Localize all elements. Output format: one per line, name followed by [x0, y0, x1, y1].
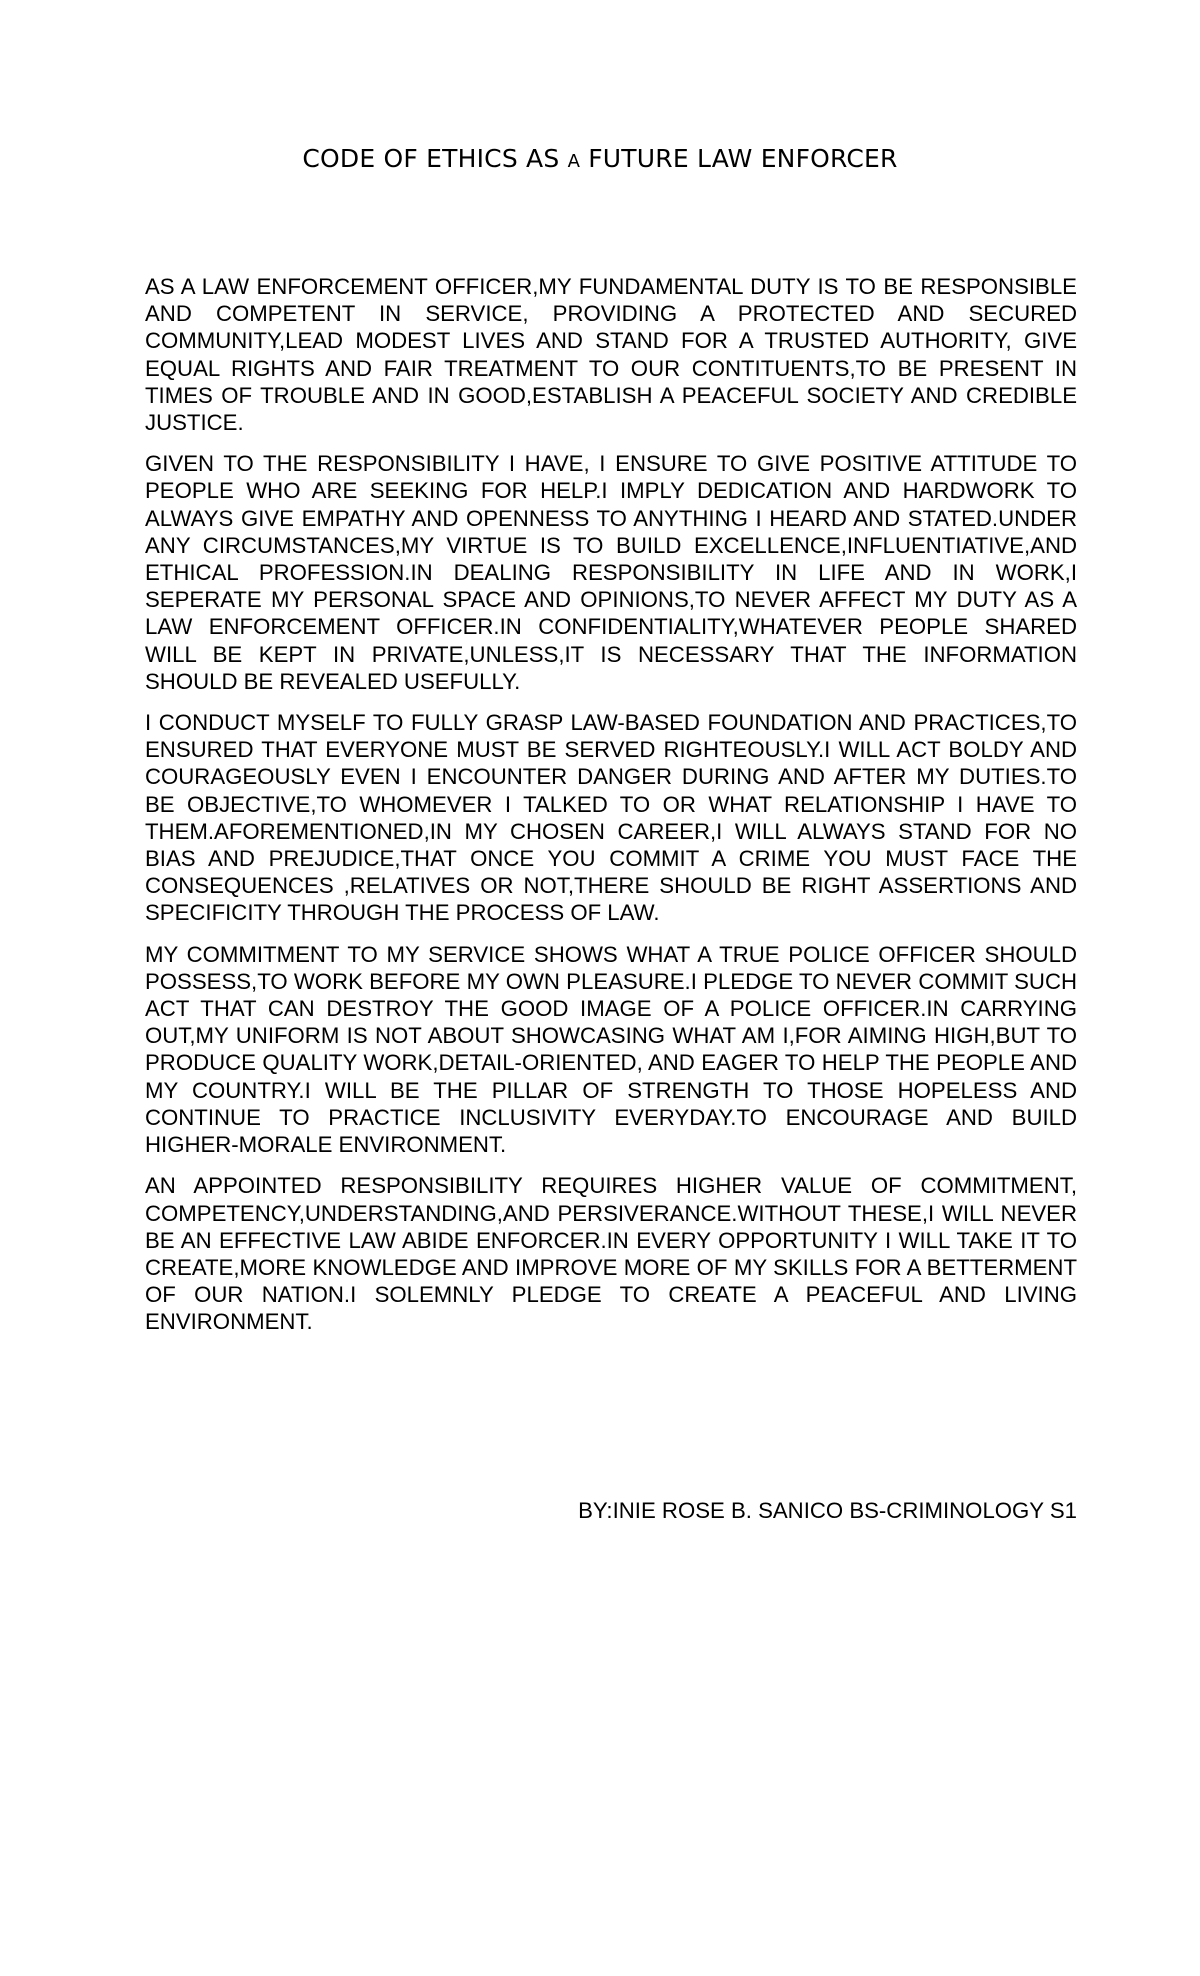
- page-title: [0, 144, 1200, 173]
- paragraph-1: AS A LAW ENFORCEMENT OFFICER,MY FUNDAMENTAL DUTY IS TO BE RESPONSIBLE AND COMPETENT IN SERVICE, PROVIDING A PROTECTED AND SECURED COMMUNITY,LEAD MODEST LIVES AND STAND FOR A TRUSTED AUTHORITY, GIVE EQUAL RIGHTS AND FAIR TREATMENT TO OUR CONTITUENTS,TO BE PRESENT IN TIMES OF TROUBLE AND IN GOOD,ESTABLISH A PEACEFUL SOCIETY AND CREDIBLE JUSTICE.: [145, 274, 1077, 436]
- paragraph-3: I CONDUCT MYSELF TO FULLY GRASP LAW-BASED FOUNDATION AND PRACTICES,TO ENSURED THAT EVERYONE MUST BE SERVED RIGHTEOUSLY.I WILL ACT BOLDY AND COURAGEOUSLY EVEN I ENCOUNTER DANGER DURING AND AFTER MY DUTIES.TO BE OBJECTIVE,TO WHOMEVER I TALKED TO OR WHAT RELATIONSHIP I HAVE TO THEM.AFOREMENTIONED,IN MY CHOSEN CAREER,I WILL ALWAYS STAND FOR NO BIAS AND PREJUDICE,THAT ONCE YOU COMMIT A CRIME YOU MUST FACE THE CONSEQUENCES ,RELATIVES OR NOT,THERE SHOULD BE RIGHT ASSERTIONS AND SPECIFICITY THROUGH THE PROCESS OF LAW.: [145, 710, 1077, 926]
- paragraph-4: MY COMMITMENT TO MY SERVICE SHOWS WHAT A TRUE POLICE OFFICER SHOULD POSSESS,TO WORK BEFORE MY OWN PLEASURE.I PLEDGE TO NEVER COMMIT SUCH ACT THAT CAN DESTROY THE GOOD IMAGE OF A POLICE OFFICER.IN CARRYING OUT,MY UNIFORM IS NOT ABOUT SHOWCASING WHAT AM I,FOR AIMING HIGH,BUT TO PRODUCE QUALITY WORK,DETAIL-ORIENTED, AND EAGER TO HELP THE PEOPLE AND MY COUNTRY.I WILL BE THE PILLAR OF STRENGTH TO THOSE HOPELESS AND CONTINUE TO PRACTICE INCLUSIVITY EVERYDAY.TO ENCOURAGE AND BUILD HIGHER-MORALE ENVIRONMENT.: [145, 941, 1077, 1158]
- title-text-end: FUTURE LAW ENFORCER: [580, 144, 898, 173]
- author-signature: BY:INIE ROSE B. SANICO BS-CRIMINOLOGY S1: [578, 1498, 1077, 1523]
- paragraph-2: GIVEN TO THE RESPONSIBILITY I HAVE, I ENSURE TO GIVE POSITIVE ATTITUDE TO PEOPLE WHO ARE SEEKING FOR HELP.I IMPLY DEDICATION AND HARDWORK TO ALWAYS GIVE EMPATHY AND OPENNESS TO ANYTHING I HEARD AND STATED.UNDER ANY CIRCUMSTANCES,MY VIRTUE IS TO BUILD EXCELLENCE,INFLUENTIATIVE,AND ETHICAL PROFESSION.IN DEALING RESPONSIBILITY IN LIFE AND IN WORK,I SEPERATE MY PERSONAL SPACE AND OPINIONS,TO NEVER AFFECT MY DUTY AS A LAW ENFORCEMENT OFFICER.IN CONFIDENTIALITY,WHATEVER PEOPLE SHARED WILL BE KEPT IN PRIVATE,UNLESS,IT IS NECESSARY THAT THE INFORMATION SHOULD BE REVEALED USEFULLY.: [145, 451, 1077, 694]
- title-text-small: A: [567, 151, 581, 172]
- document-body: [145, 273, 1077, 1350]
- title-text-start: CODE OF ETHICS AS: [302, 144, 568, 173]
- paragraph-5: AN APPOINTED RESPONSIBILITY REQUIRES HIGHER VALUE OF COMMITMENT, COMPETENCY,UNDERSTANDING,AND PERSIVERANCE.WITHOUT THESE,I WILL NEVER BE AN EFFECTIVE LAW ABIDE ENFORCER.IN EVERY OPPORTUNITY I WILL TAKE IT TO CREATE,MORE KNOWLEDGE AND IMPROVE MORE OF MY SKILLS FOR A BETTERMENT OF OUR NATION.I SOLEMNLY PLEDGE TO CREATE A PEACEFUL AND LIVING ENVIRONMENT.: [145, 1173, 1077, 1335]
